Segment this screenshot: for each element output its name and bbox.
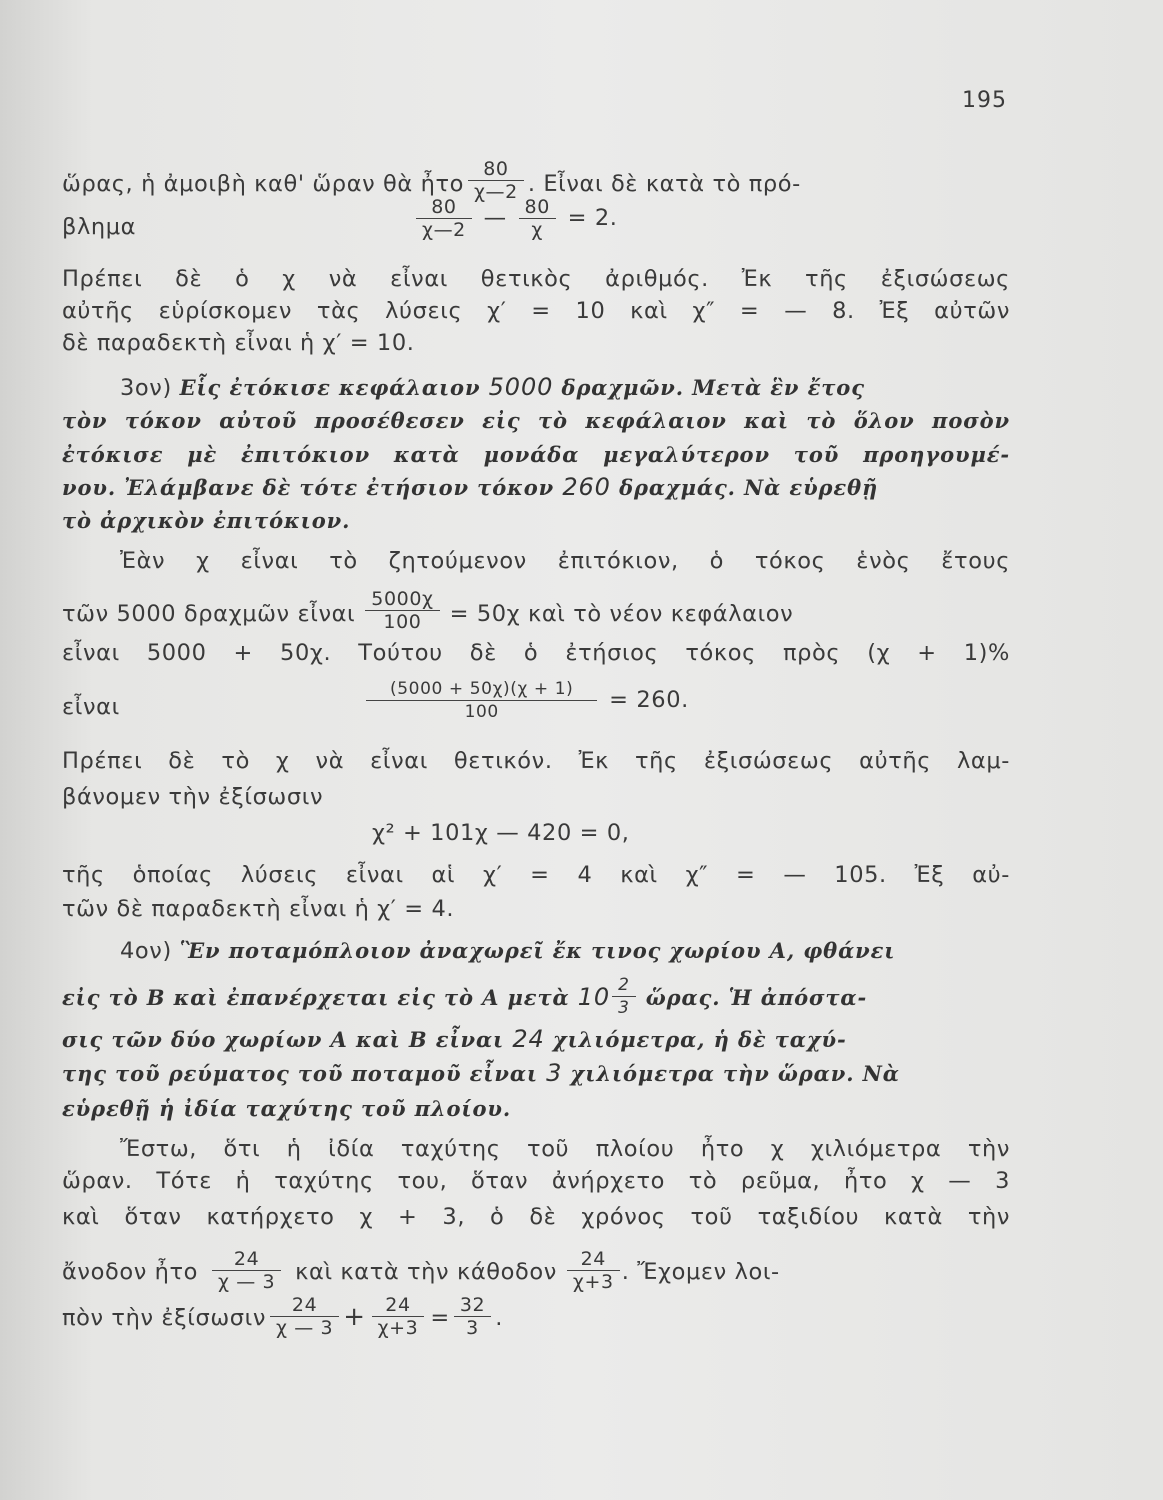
fraction xyxy=(416,196,472,241)
problem-3-line-3: ἐτόκισε μὲ ἐπιτόκιον κατὰ μονάδα μεγαλύτερον τοῦ προηγουμέ- xyxy=(62,442,1010,467)
problem-3-line-5: τὸ ἀρχικὸν ἐπιτόκιον. xyxy=(62,508,351,533)
fraction xyxy=(270,1294,339,1339)
problem-4-line-2 xyxy=(62,976,1010,1021)
fraction xyxy=(612,974,635,1019)
minus-sign: — xyxy=(483,205,507,231)
numerator: 80 xyxy=(468,158,524,181)
text: ὥρας. Ἡ ἀπόστα- xyxy=(637,985,868,1010)
solution-3-line-7: τῆς ὁποίας λύσεις εἶναι αἱ χ′ = 4 καὶ χ″ = — 105. Ἐξ αὐ- xyxy=(62,862,1010,888)
denominator: 3 xyxy=(466,1317,479,1339)
fraction xyxy=(372,1294,425,1339)
page-number: 195 xyxy=(962,88,1007,113)
problem-number: 4ον) xyxy=(120,938,180,964)
equation xyxy=(412,196,618,241)
text-line-4: αὐτῆς εὑρίσκομεν τὰς λύσεις χ′ = 10 καὶ χ″ = — 8. Ἐξ αὐτῶν xyxy=(62,298,1010,324)
text: πὸν τὴν ἐξίσωσιν xyxy=(62,1305,267,1331)
period: . xyxy=(495,1305,503,1331)
numerator: 80 xyxy=(416,196,472,219)
text: Εἷς ἐτόκισε κεφάλαιον xyxy=(179,375,489,400)
number: 10 xyxy=(577,983,611,1011)
denominator: χ—2 xyxy=(473,181,518,203)
problem-4-line-4 xyxy=(62,1058,1010,1089)
fraction xyxy=(365,588,439,633)
denominator: χ xyxy=(531,219,543,241)
text: εἶναι xyxy=(62,694,120,720)
text: σις τῶν δύο χωρίων Α καὶ Β εἶναι xyxy=(62,1027,513,1052)
text: νου. Ἐλάμβανε δὲ τότε ἐτήσιον τόκον xyxy=(62,475,563,500)
text: Ἓν ποταμόπλοιον ἀναχωρεῖ ἔκ τινος χωρίου Α, φθάνει xyxy=(179,938,896,963)
solution-4-line-1: Ἔστω, ὅτι ἡ ἰδία ταχύτης τοῦ πλοίου ἦτο χ χιλιόμετρα τὴν xyxy=(120,1136,1010,1162)
numerator: 24 xyxy=(372,1294,425,1317)
text: της τοῦ ρεύματος τοῦ ποταμοῦ εἶναι xyxy=(62,1061,547,1086)
fraction xyxy=(212,1248,281,1293)
number: 5000 xyxy=(488,373,554,401)
text: = 50χ καὶ τὸ νέον κεφάλαιον xyxy=(449,601,794,627)
text: . Εἶναι δὲ κατὰ τὸ πρό- xyxy=(527,171,801,197)
equals-text: = 260. xyxy=(609,687,689,713)
number: 24 xyxy=(512,1025,545,1053)
solution-4-line-3: καὶ ὅταν κατήρχετο χ + 3, ὁ δὲ χρόνος τοῦ ταξιδίου κατὰ τὴν xyxy=(62,1204,1010,1230)
text: βλημα xyxy=(62,214,137,240)
denominator: χ — 3 xyxy=(276,1317,334,1339)
text: . Ἔχομεν λοι- xyxy=(621,1259,780,1285)
text: εἰς τὸ Β καὶ ἐπανέρχεται εἰς τὸ Α μετὰ xyxy=(62,985,578,1010)
problem-4-line-1 xyxy=(120,936,1010,966)
text: χιλιόμετρα τὴν ὥραν. Νὰ xyxy=(562,1061,900,1086)
numerator: 24 xyxy=(212,1248,281,1271)
denominator: χ+3 xyxy=(377,1317,419,1339)
text: δραχμῶν. Μετὰ ἓν ἔτος xyxy=(553,375,865,400)
problem-number: 3ον) xyxy=(120,375,180,401)
text-line-2 xyxy=(62,196,1010,242)
text: ἄνοδον ἦτο xyxy=(62,1259,198,1285)
denominator: χ — 3 xyxy=(218,1271,276,1293)
fraction xyxy=(454,1294,491,1339)
plus-sign: + xyxy=(343,1302,366,1332)
denominator: 100 xyxy=(383,611,422,633)
text-line-3: Πρέπει δὲ ὁ χ νὰ εἶναι θετικὸς ἀριθμός. Ἐκ τῆς ἐξισώσεως xyxy=(62,266,1010,292)
numerator: 5000χ xyxy=(365,588,439,611)
solution-4-line-2: ὥραν. Τότε ἡ ταχύτης του, ὅταν ἀνήρχετο τὸ ρεῦμα, ἦτο χ — 3 xyxy=(62,1168,1010,1194)
solution-3-line-3: εἶναι 5000 + 50χ. Τούτου δὲ ὁ ἐτήσιος τόκος πρὸς (χ + 1)% xyxy=(62,640,1010,666)
numerator: 32 xyxy=(454,1294,491,1317)
fraction xyxy=(366,678,597,723)
numerator: 2 xyxy=(612,974,635,997)
numerator: 24 xyxy=(270,1294,339,1317)
solution-4-line-5 xyxy=(62,1296,1010,1341)
number: 3 xyxy=(546,1059,563,1087)
text: ὥρας, ἡ ἀμοιβὴ καθ' ὥραν θὰ ἦτο xyxy=(62,171,464,197)
numerator: 80 xyxy=(519,196,556,219)
fraction xyxy=(567,1248,620,1293)
problem-3-line-2: τὸν τόκον αὐτοῦ προσέθεσεν εἰς τὸ κεφάλαιον καὶ τὸ ὅλον ποσὸν xyxy=(62,408,1010,433)
denominator: 100 xyxy=(464,702,499,722)
problem-4-line-5: εὑρεθῇ ἡ ἰδία ταχύτης τοῦ πλοίου. xyxy=(62,1096,512,1121)
problem-3-line-1 xyxy=(120,372,1010,403)
text: τῶν 5000 δραχμῶν εἶναι xyxy=(62,601,356,627)
numerator: (5000 + 50χ)(χ + 1) xyxy=(366,678,597,701)
solution-4-line-4 xyxy=(62,1250,1010,1295)
solution-3-line-2 xyxy=(62,588,1010,637)
number: 260 xyxy=(562,473,611,501)
text: δραχμάς. Νὰ εὑρεθῇ xyxy=(610,475,879,500)
text-line-5: δὲ παραδεκτὴ εἶναι ἡ χ′ = 10. xyxy=(62,330,415,356)
denominator: χ+3 xyxy=(572,1271,614,1293)
denominator: χ—2 xyxy=(422,219,466,241)
equation xyxy=(362,678,689,723)
solution-3-line-6: βάνομεν τὴν ἐξίσωσιν xyxy=(62,784,324,810)
equation-line: χ² + 101χ — 420 = 0, xyxy=(372,820,630,846)
text: χιλιόμετρα, ἡ δὲ ταχύ- xyxy=(544,1027,847,1052)
equals-sign: = xyxy=(430,1305,450,1331)
text: καὶ κατὰ τὴν κάθοδον xyxy=(295,1259,557,1285)
problem-3-line-4 xyxy=(62,472,1010,503)
solution-3-line-5: Πρέπει δὲ τὸ χ νὰ εἶναι θετικόν. Ἐκ τῆς ἐξισώσεως αὐτῆς λαμ- xyxy=(62,748,1010,774)
fraction xyxy=(519,196,556,241)
equals-text: = 2. xyxy=(567,205,618,231)
solution-3-line-8: τῶν δὲ παραδεκτὴ εἶναι ἡ χ′ = 4. xyxy=(62,896,455,922)
problem-4-line-3 xyxy=(62,1024,1010,1055)
numerator: 24 xyxy=(567,1248,620,1271)
denominator: 3 xyxy=(618,998,630,1018)
solution-3-line-1: Ἐὰν χ εἶναι τὸ ζητούμενον ἐπιτόκιον, ὁ τόκος ἑνὸς ἔτους xyxy=(120,548,1010,574)
